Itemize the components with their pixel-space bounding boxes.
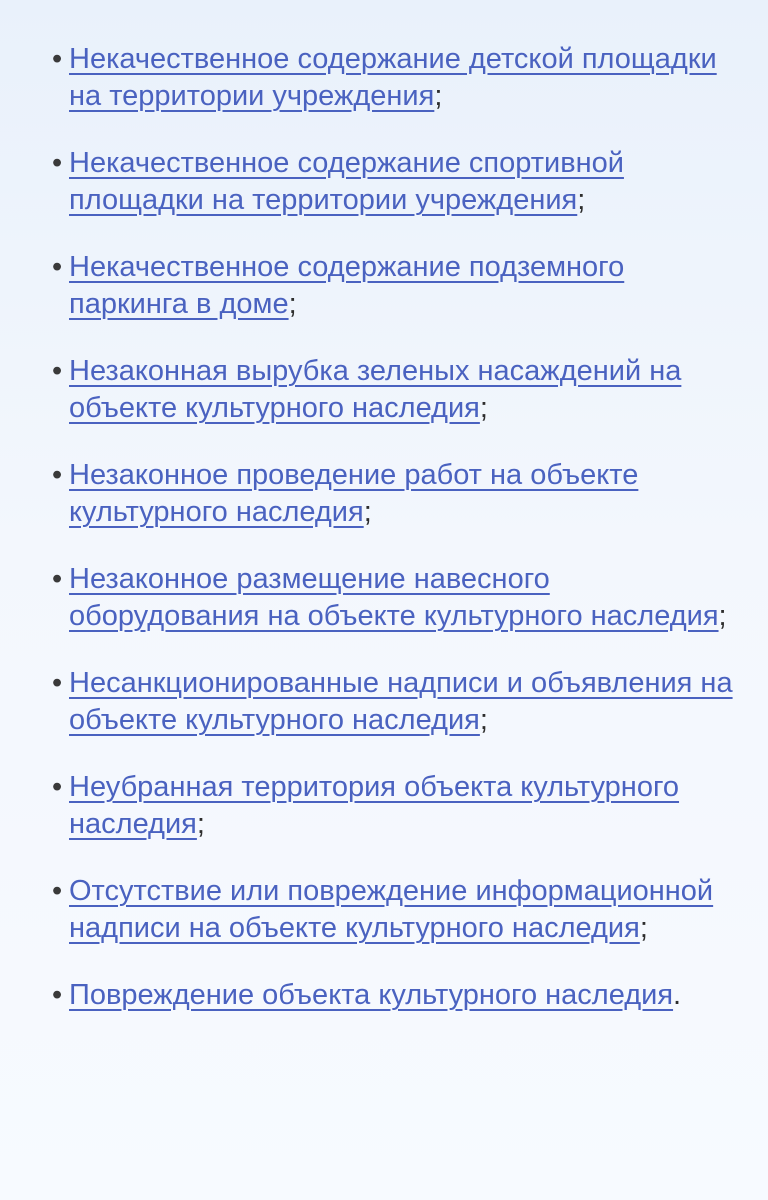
- item-punctuation: .: [673, 979, 682, 1011]
- bullet-icon: •: [52, 251, 63, 283]
- bullet-icon: •: [52, 667, 63, 699]
- item-punctuation: ;: [434, 80, 443, 112]
- issue-link-uncleaned-territory[interactable]: Неубранная территория объекта культурного наследия: [69, 771, 680, 840]
- item-punctuation: ;: [479, 704, 488, 736]
- list-item: [52, 353, 738, 427]
- list-item: [52, 561, 738, 635]
- bullet-icon: •: [52, 43, 63, 75]
- item-punctuation: ;: [479, 392, 488, 424]
- issue-link-mounted-equipment[interactable]: Незаконное размещение навесного оборудования на объекте культурного наследия: [69, 563, 719, 632]
- issue-link-illegal-works[interactable]: Незаконное проведение работ на объекте культурного наследия: [69, 459, 639, 528]
- item-punctuation: ;: [363, 496, 372, 528]
- list-item: [52, 665, 738, 739]
- item-punctuation: ;: [718, 600, 727, 632]
- bullet-icon: •: [52, 459, 63, 491]
- list-item: [52, 457, 738, 531]
- issue-link-heritage-damage[interactable]: Повреждение объекта культурного наследия: [69, 979, 674, 1011]
- issue-link-tree-felling[interactable]: Незаконная вырубка зеленых насаждений на объекте культурного наследия: [69, 355, 682, 424]
- item-punctuation: ;: [577, 184, 586, 216]
- item-punctuation: ;: [288, 288, 297, 320]
- issue-link-sports-ground[interactable]: Некачественное содержание спортивной площадки на территории учреждения: [69, 147, 624, 216]
- issue-link-playground[interactable]: Некачественное содержание детской площадки на территории учреждения: [69, 43, 717, 112]
- item-punctuation: ;: [196, 808, 205, 840]
- issue-link-graffiti[interactable]: Несанкционированные надписи и объявления на объекте культурного наследия: [69, 667, 733, 736]
- list-item: [52, 977, 738, 1014]
- bullet-icon: •: [52, 355, 63, 387]
- item-punctuation: ;: [639, 912, 648, 944]
- bullet-icon: •: [52, 979, 63, 1011]
- issue-link-parking[interactable]: Некачественное содержание подземного паркинга в доме: [69, 251, 625, 320]
- bullet-icon: •: [52, 563, 63, 595]
- bullet-icon: •: [52, 771, 63, 803]
- list-item: [52, 41, 738, 115]
- list-item: [52, 145, 738, 219]
- list-item: [52, 873, 738, 947]
- issue-link-info-sign[interactable]: Отсутствие или повреждение информационной надписи на объекте культурного наследия: [69, 875, 714, 944]
- list-item: [52, 249, 738, 323]
- list-item: [52, 769, 738, 843]
- bullet-icon: •: [52, 147, 63, 179]
- bullet-icon: •: [52, 875, 63, 907]
